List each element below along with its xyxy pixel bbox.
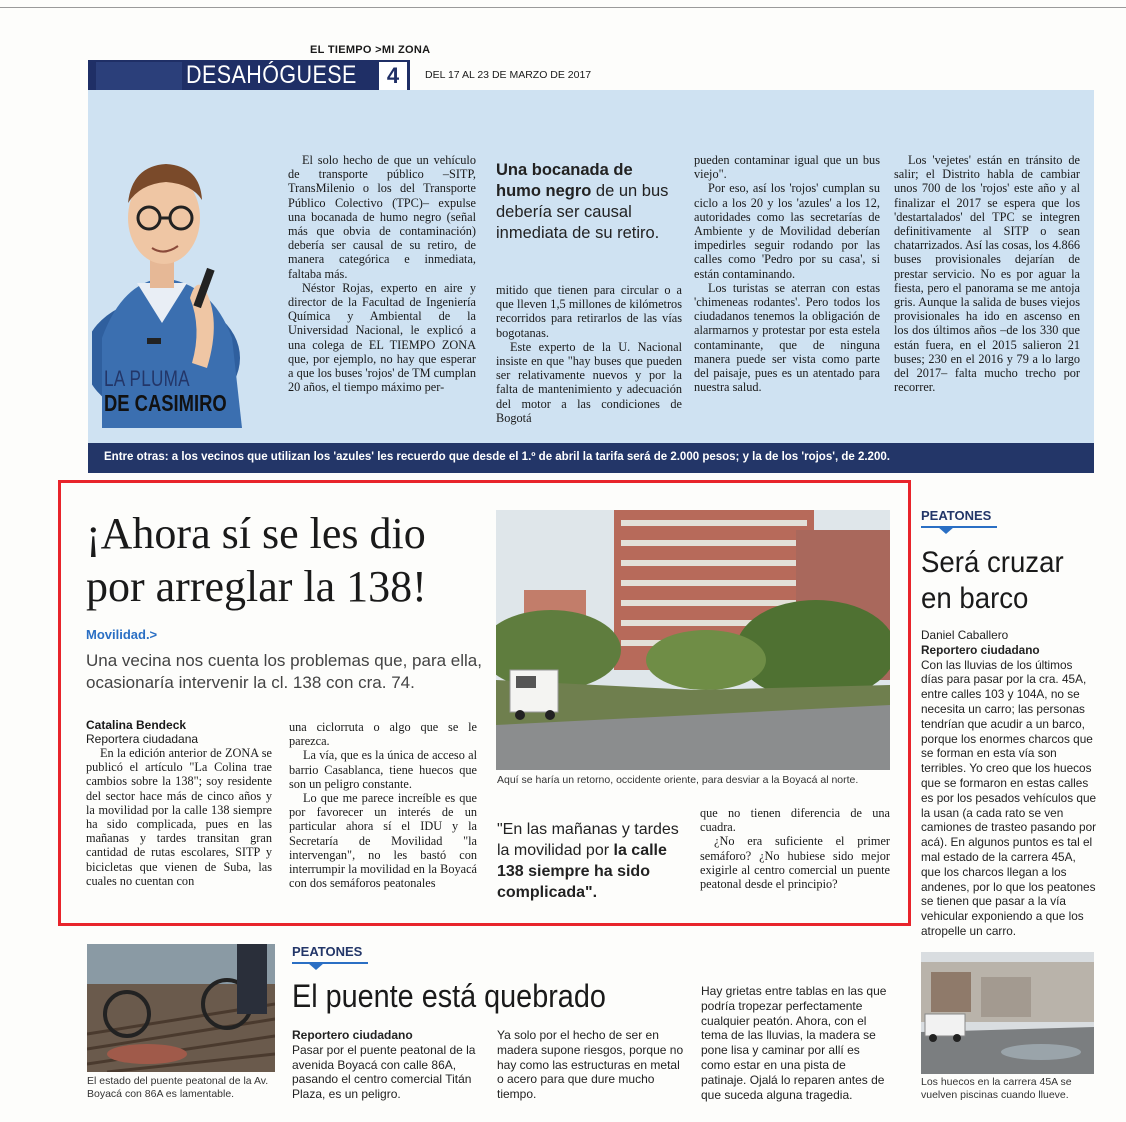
body-text xyxy=(86,746,272,888)
paragraph: La vía, que es la única de acceso al barrio Casablanca, tiene huecos que son un peligro constante. xyxy=(289,748,477,791)
column-name-line1: LA PLUMA xyxy=(104,366,190,391)
pullquote-bold: Una bocanada de humo negro xyxy=(496,161,633,200)
author-role: Reportera ciudadana xyxy=(86,732,199,746)
main-column-3 xyxy=(700,806,890,891)
main-pullquote xyxy=(497,819,692,903)
section-pointer-icon xyxy=(938,527,954,535)
bottom-column-1 xyxy=(292,1028,482,1102)
pullquote-text: de un bus debería ser causal inmediata de su retiro. xyxy=(496,182,669,242)
opinion-column-2 xyxy=(496,283,682,425)
section-label: PEATONES xyxy=(921,508,992,523)
paragraph: una ciclorruta o algo que se le parezca. xyxy=(289,720,477,749)
opinion-column-1 xyxy=(288,153,476,394)
author-name: Daniel Caballero xyxy=(921,628,1009,642)
street-photo xyxy=(496,510,890,770)
photo-caption: Aquí se haría un retorno, occidente oriente, para desviar a la Boyacá al norte. xyxy=(497,774,859,786)
section-pointer-icon xyxy=(308,963,324,971)
opinion-column-3 xyxy=(694,153,880,394)
right-photo-caption: Los huecos en la carrera 45A se vuelven piscinas cuando llueve. xyxy=(921,1076,1072,1101)
paragraph: Los 'vejetes' están en tránsito de salir; el Distrito habla de cambiar unos 700 de los 'rojos' este año y al finalizar el 2017 se espera que los 'destartalados' del TPC se integren definitivamente al SITP o sean chatarrizados. Así las cosas, los 4.866 buses provisionales dejarían de prestar servicio. No es por aguar la fiesta, pero el panorama se me antoja gris. Aunque la salida de buses viejos provisionales ha ido en ascenso en los dos últimos años –de los 330 que están fuera, en el 2015 salieron 21 buses; 230 en el 2016 y 79 a lo largo del 2017– falta mucho trecho por recorrer. xyxy=(894,153,1080,395)
opinion-column-4 xyxy=(894,153,1080,394)
section-underline xyxy=(292,962,368,964)
main-column-1 xyxy=(86,718,272,888)
quote-bold: la calle 138 siempre ha sido complicada". xyxy=(497,842,667,901)
opinion-footer-text: Entre otras: a los vecinos que utilizan los 'azules' les recuerdo que desde el 1.º de abril la tarifa será de 2.000 pesos; y la de los 'rojos', de 2.200. xyxy=(104,451,890,463)
paragraph: mitido que tienen para circular o a que lleven 1,5 millones de kilómetros recorridos para retirarlos de las vías bogotanas. xyxy=(496,283,682,340)
paragraph: ¿No era suficiente el primer semáforo? ¿No hubiese sido mejor exigirle al centro comercial un puente peatonal desde el principio? xyxy=(700,834,890,892)
section-kicker: EL TIEMPO >MI ZONA xyxy=(310,44,431,56)
section-tag: Movilidad.> xyxy=(86,627,158,642)
section-underline xyxy=(921,526,997,528)
right-story-text xyxy=(921,628,1097,939)
bottom-column-2: Ya solo por el hecho de ser en madera supone riesgos, porque no hay como las estructuras en metal o acero para que dure mucho tiempo. xyxy=(497,1028,684,1102)
main-column-2 xyxy=(289,720,477,890)
right-story-title: Será cruzar en barco xyxy=(921,546,1064,615)
paragraph: Pasar por el puente peatonal de la avenida Boyacá con calle 86A, pasando el centro comercial Titán Plaza, es un peligro. xyxy=(292,1042,476,1102)
author-role: Reportero ciudadano xyxy=(292,1028,413,1042)
bridge-photo xyxy=(87,944,275,1072)
bottom-column-3: Hay grietas entre tablas en las que podría tropezar perfectamente cualquier peatón. Ahora, con el tema de las lluvias, la madera se pone lisa y caminar por allí es como estar en una pista de patinaje. Ojalá lo reparen antes de que suceda alguna tragedia. xyxy=(701,984,887,1102)
paragraph: Por eso, así los 'rojos' cumplan su ciclo a los 20 y los 'azules' a los 12, autoridades como las secretarías de Ambiente y de Movilidad deberían impedirles seguir rodando por las calles como 'Pedro por su casa', si están contaminando. xyxy=(694,181,880,281)
main-headline xyxy=(86,507,496,613)
paragraph: El solo hecho de que un vehículo de transporte público –SITP, TransMilenio o los del Transporte Público Colectivo (TPC)– expulse una bocanada de humo negro (señal más que obvia de contaminación) debería ser causal de su retiro, de manera categórica e inmediata, faltaba más. xyxy=(288,153,476,281)
author-role: Reportero ciudadano xyxy=(921,642,1040,657)
flooded-street-photo xyxy=(921,952,1094,1074)
section-title: DESAHÓGUESE xyxy=(186,61,357,89)
headline-line2: por arreglar la 138! xyxy=(86,562,427,611)
section-label: PEATONES xyxy=(292,944,363,959)
quote-text: "En las mañanas y tardes la movilidad por xyxy=(497,821,679,859)
bottom-story-title: El puente está quebrado xyxy=(292,978,606,1014)
opinion-pullquote xyxy=(496,160,682,244)
author-name: Catalina Bendeck xyxy=(86,718,187,732)
paragraph: Con las lluvias de los últimos días para pasar por la cra. 45A, entre calles 103 y 104A, no se necesita un carro; las personas tendrían que acudir a un barco, porque los enormes charcos que se forman en esta vía son terribles. Yo creo que los huecos que se formaron en estas calles es por los pesados vehículos que la usan (a cada rato se ven camiones de trasteo pasando por acá). En algunos puntos es tal el mal estado de la carrera 45A, que los charcos llegan a los andenes, por lo que los peatones se tienen que pasar a la vía vehicular exponiendo a que los atropelle un carro. xyxy=(921,657,1097,938)
paragraph: Lo que me parece increíble es que por favorecer un interés de un particular ahora sí el IDU y la Secretaría de Movilidad "la intervengan", no les bastó con interrumpir la movilidad en la Boyacá con dos semáforos peatonales xyxy=(289,791,477,891)
speech-bubble-icon xyxy=(96,60,184,94)
story-deck: Una vecina nos cuenta los problemas que, para ella, ocasionaría intervenir la cl. 138 con cra. 74. xyxy=(86,651,482,692)
bottom-photo-caption: El estado del puente peatonal de la Av. Boyacá con 86A es lamentable. xyxy=(87,1075,269,1100)
column-name-line2: DE CASIMIRO xyxy=(104,390,227,416)
issue-date: DEL 17 AL 23 DE MARZO DE 2017 xyxy=(425,69,592,81)
paragraph: En la edición anterior de ZONA se publicó el artículo "La Colina trae cambios sobre la 138"; soy residente del sector hace más de cinco años y la movilidad por la calle 138 siempre ha sido complicada, pues en las mañanas y tardes transitan gran cantidad de rutas escolares, SITP y bicicletas que vienen de Suba, las cuales no cuentan con xyxy=(86,746,272,888)
paragraph: Este experto de la U. Nacional insiste en que "hay buses que pueden ser relativamente nuevos y por la falta de mantenimiento y adecuación del motor a las condiciones de Bogotá xyxy=(496,339,682,425)
top-rule xyxy=(0,7,1126,8)
headline-line1: ¡Ahora sí se les dio xyxy=(86,509,426,558)
page-number: 4 xyxy=(379,62,407,90)
paragraph: Néstor Rojas, experto en aire y director de la Facultad de Ingeniería Química y Ambiental de la Universidad Nacional, le explicó a una colega de EL TIEMPO ZONA que, por ejemplo, no hay que esperar a que los buses 'rojos' de TM cumplan 20 años, el tiempo máximo per- xyxy=(288,280,476,395)
paragraph: Los turistas se aterran con estas 'chimeneas rodantes'. Pero todos los ciudadanos tenemos la obligación de alarmarnos y protestar por esta estela contaminante, que de ninguna manera puede ser vista como parte del paisaje, pues es un atentado para nuestra salud. xyxy=(694,280,880,395)
paragraph: que no tienen diferencia de una cuadra. xyxy=(700,806,890,835)
paragraph: pueden contaminar igual que un bus viejo". xyxy=(694,153,880,182)
